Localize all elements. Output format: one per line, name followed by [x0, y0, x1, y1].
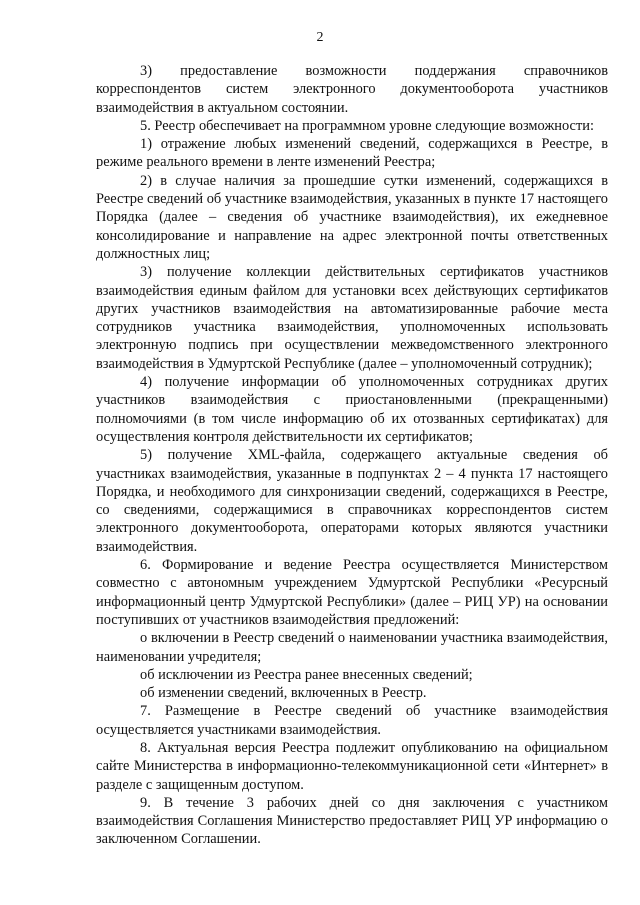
- paragraph-item-3-directory-maintenance: 3) предоставление возможности поддержания справочников корреспондентов систем электронного документооборота участников взаимодействия в актуальном состоянии.: [96, 63, 608, 116]
- paragraph-clause-9: 9. В течение 3 рабочих дней со дня заключения с участником взаимодействия Соглашения Министерство предоставляет РИЦ УР информацию о заключенном Соглашении.: [96, 794, 608, 848]
- paragraph-clause-5-item-3: 3) получение коллекции действительных сертификатов участников взаимодействия единым файлом для установки всех действующих сертификатов других участников взаимодействия на автоматизированные рабочие места сотрудников участника взаимодействия, уполномоченных использовать электронную подпись при осуществлении межведомственного электронного взаимодействия в Удмуртской Республике (далее – уполномоченный сотрудник);: [96, 264, 608, 372]
- document-body: [96, 62, 608, 849]
- paragraph-clause-6-inclusion: о включении в Реестр сведений о наименовании участника взаимодействия, наименовании учредителя;: [96, 630, 608, 665]
- paragraph-clause-5-item-1: 1) отражение любых изменений сведений, содержащихся в Реестре, в режиме реального времени в ленте изменений Реестра;: [96, 136, 608, 171]
- paragraph-clause-5-item-4: 4) получение информации об уполномоченных сотрудниках других участников взаимодействия с приостановленными (прекращенными) полномочиями (в том числе информацию об их отозванных сертификатах) для осуществления контроля действительности их сертификатов;: [96, 374, 608, 445]
- paragraph-clause-6-exclusion: об исключении из Реестра ранее внесенных сведений;: [140, 666, 473, 683]
- paragraph-clause-7: 7. Размещение в Реестре сведений об участнике взаимодействия осуществляется участниками взаимодействия.: [96, 703, 608, 738]
- paragraph-clause-5-item-5: 5) получение XML-файла, содержащего актуальные сведения об участниках взаимодействия, указанные в подпунктах 2 – 4 пункта 17 настоящего Порядка, и необходимого для синхронизации сведений, содержащихся в Реестре, со сведениями, содержащимися в справочниках корреспондентов систем электронного документооборота, операторами которых являются участники взаимодействия.: [96, 447, 608, 555]
- paragraph-clause-6: 6. Формирование и ведение Реестра осуществляется Министерством совместно с автономным учреждением Удмуртской Республики «Ресурсный информационный центр Удмуртской Республики» (далее – РИЦ УР) на основании поступивших от участников взаимодействия предложений:: [96, 557, 608, 628]
- paragraph-clause-6-change: об изменении сведений, включенных в Реестр.: [140, 685, 427, 702]
- paragraph-clause-5-heading: 5. Реестр обеспечивает на программном уровне следующие возможности:: [140, 117, 594, 134]
- paragraph-clause-5-item-2: 2) в случае наличия за прошедшие сутки изменений, содержащихся в Реестре сведений об участнике взаимодействия, указанных в пункте 17 настоящего Порядка (далее – сведения об участнике взаимодействия), их ежедневное консолидирование и направление на адрес электронной почты ответственных должностных лиц;: [96, 172, 608, 262]
- paragraph-clause-8: 8. Актуальная версия Реестра подлежит опубликованию на официальном сайте Министерства в информационно-телекоммуникационной сети «Интернет» в разделе с защищенным доступом.: [96, 739, 608, 793]
- page-number: 2: [316, 30, 324, 45]
